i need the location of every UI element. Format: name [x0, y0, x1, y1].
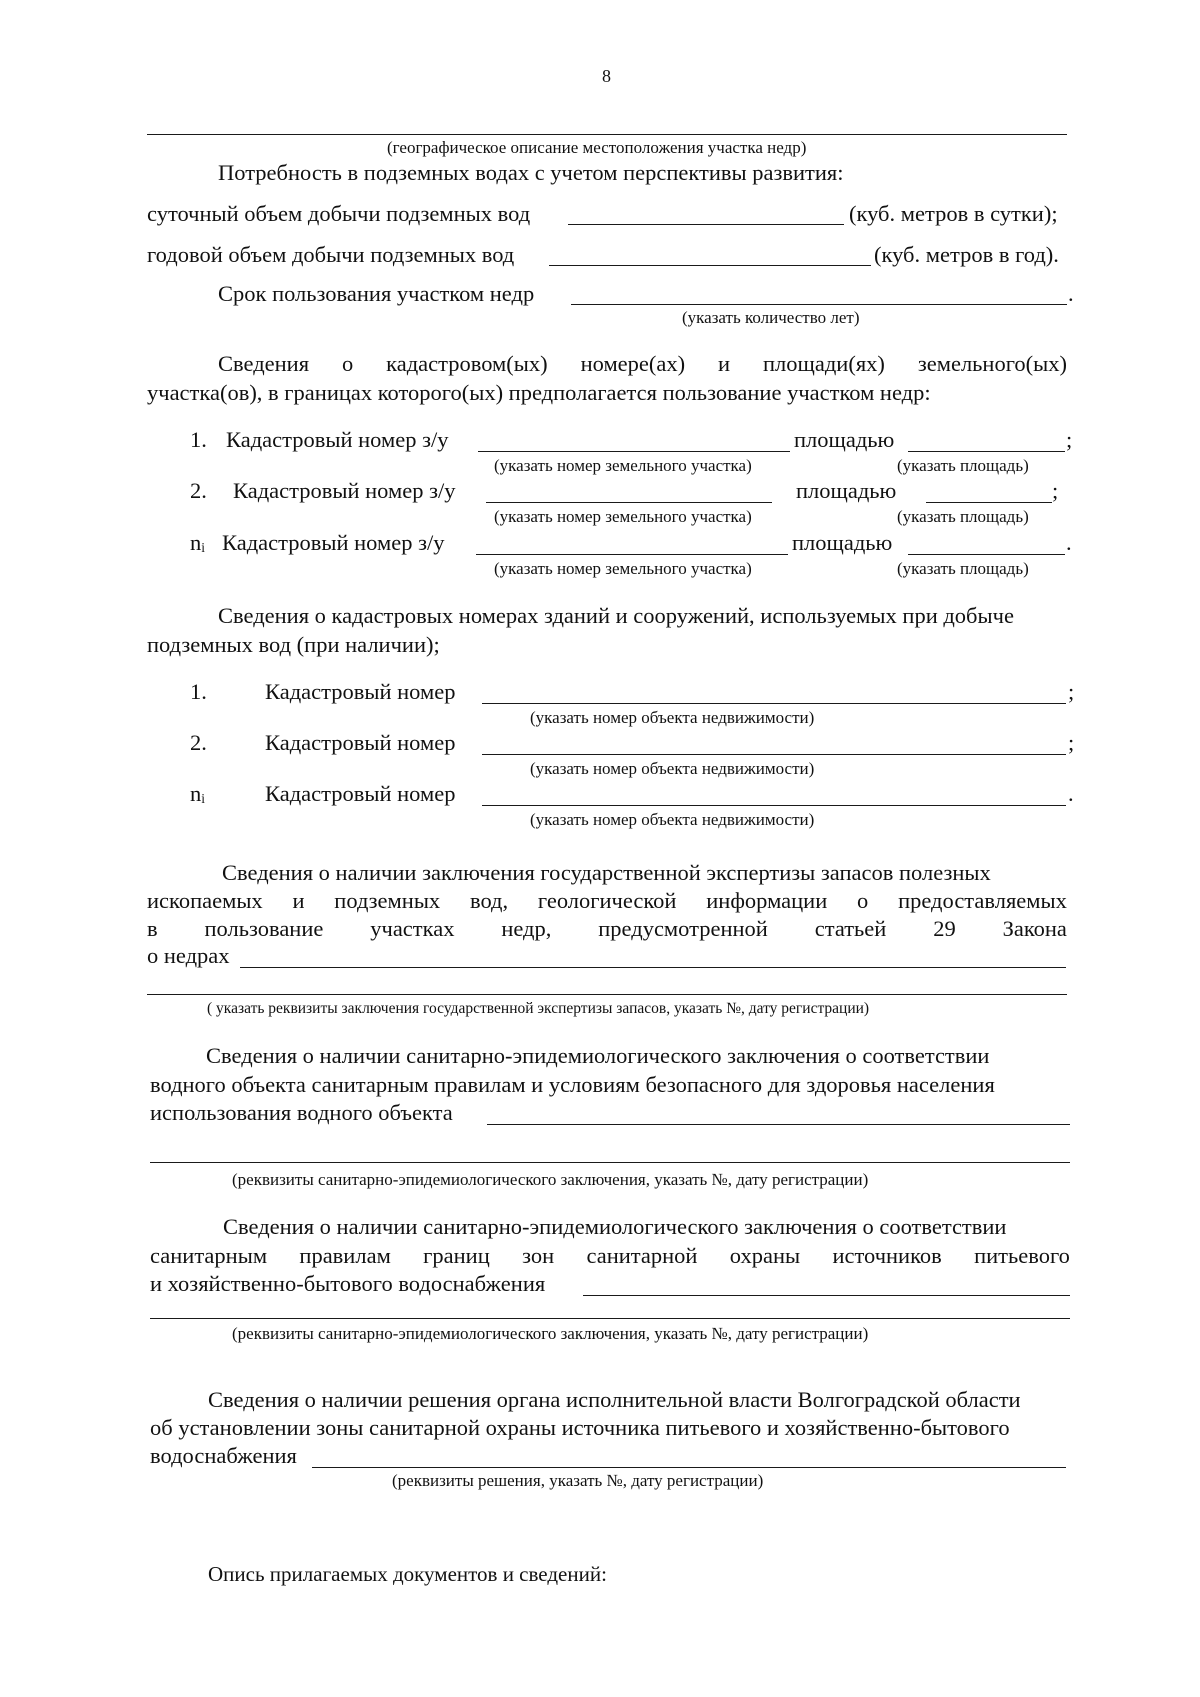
- land-item-2-number-caption: (указать номер земельного участка): [494, 507, 752, 526]
- term-label: Срок пользования участком недр: [218, 281, 535, 306]
- daily-volume-unit: (куб. метров в сутки);: [849, 201, 1058, 226]
- building-item-1-end: ;: [1068, 679, 1075, 704]
- authority-caption: (реквизиты решения, указать №, дату регистрации): [392, 1471, 764, 1490]
- sanitary-water-line2: водного объекта санитарным правилам и условиям безопасного для здоровья населения: [150, 1072, 995, 1097]
- sanitary-zones-line3: и хозяйственно-бытового водоснабжения: [150, 1271, 546, 1296]
- expertise-caption: ( указать реквизиты заключения государственной экспертизы запасов, указать №, дату регистрации): [207, 1000, 870, 1017]
- daily-volume-label: суточный объем добычи подземных вод: [147, 201, 531, 226]
- buildings-intro-line2: подземных вод (при наличии);: [147, 632, 440, 657]
- building-item-1-caption: (указать номер объекта недвижимости): [530, 708, 815, 727]
- building-item-n-input[interactable]: [482, 805, 1066, 806]
- land-item-n-number-caption: (указать номер земельного участка): [494, 559, 752, 578]
- land-item-n-label: Кадастровый номер з/у: [222, 530, 445, 555]
- authority-line3: водоснабжения: [150, 1443, 297, 1468]
- land-item-1-area-caption: (указать площадь): [897, 456, 1029, 475]
- term-caption: (указать количество лет): [682, 308, 860, 327]
- land-item-1-area-input[interactable]: [908, 451, 1065, 452]
- expertise-line4: о недрах: [147, 943, 230, 968]
- building-item-n-end: .: [1068, 781, 1074, 806]
- land-item-1-label: Кадастровый номер з/у: [226, 427, 449, 452]
- building-item-n-caption: (указать номер объекта недвижимости): [530, 810, 815, 829]
- sanitary-water-line3: использования водного объекта: [150, 1100, 453, 1125]
- sanitary-water-input-line1[interactable]: [487, 1124, 1070, 1125]
- sanitary-water-input-line2[interactable]: [150, 1162, 1070, 1163]
- land-item-n-end: .: [1066, 530, 1072, 555]
- building-item-2-label: Кадастровый номер: [265, 730, 456, 755]
- daily-volume-input-line[interactable]: [568, 224, 844, 225]
- attachments-heading: Опись прилагаемых документов и сведений:: [208, 1562, 607, 1586]
- location-input-line[interactable]: [147, 134, 1067, 135]
- land-item-n-number-input[interactable]: [476, 554, 788, 555]
- building-item-2-caption: (указать номер объекта недвижимости): [530, 759, 815, 778]
- land-item-2-area-input[interactable]: [926, 502, 1052, 503]
- building-item-n-marker: nᵢ: [190, 781, 205, 806]
- location-caption: (географическое описание местоположения участка недр): [387, 138, 807, 157]
- land-item-2-area-caption: (указать площадь): [897, 507, 1029, 526]
- land-item-2-label: Кадастровый номер з/у: [233, 478, 456, 503]
- land-item-n-area-caption: (указать площадь): [897, 559, 1029, 578]
- expertise-input-line2[interactable]: [147, 994, 1067, 995]
- land-item-n-marker: nᵢ: [190, 530, 205, 555]
- land-item-1-marker: 1.: [190, 427, 207, 452]
- sanitary-water-caption: (реквизиты санитарно-эпидемиологического заключения, указать №, дату регистрации): [232, 1170, 869, 1189]
- sanitary-zones-input-line2[interactable]: [150, 1318, 1070, 1319]
- land-item-n-area-input[interactable]: [908, 554, 1065, 555]
- page-number: 8: [602, 66, 611, 86]
- building-item-1-input[interactable]: [482, 703, 1066, 704]
- building-item-n-label: Кадастровый номер: [265, 781, 456, 806]
- land-item-1-number-caption: (указать номер земельного участка): [494, 456, 752, 475]
- building-item-2-input[interactable]: [482, 754, 1066, 755]
- annual-volume-unit: (куб. метров в год).: [874, 242, 1059, 267]
- land-item-n-area-label: площадью: [792, 530, 893, 555]
- land-item-2-number-input[interactable]: [486, 502, 772, 503]
- authority-input-line[interactable]: [312, 1467, 1066, 1468]
- land-intro-line2: участка(ов), в границах которого(ых) предполагается пользование участком недр:: [147, 380, 931, 405]
- land-item-1-number-input[interactable]: [478, 451, 790, 452]
- land-intro-line1: Сведения о кадастровом(ых) номере(ах) и площади(ях) земельного(ых): [218, 351, 1067, 376]
- term-end: .: [1068, 281, 1074, 306]
- expertise-line1: Сведения о наличии заключения государственной экспертизы запасов полезных: [222, 860, 991, 885]
- land-item-2-marker: 2.: [190, 478, 207, 503]
- expertise-line2: ископаемых и подземных вод, геологической информации о предоставляемых: [147, 888, 1067, 913]
- term-input-line[interactable]: [571, 304, 1067, 305]
- building-item-2-end: ;: [1068, 730, 1075, 755]
- land-item-2-area-label: площадью: [796, 478, 897, 503]
- buildings-intro-line1: Сведения о кадастровых номерах зданий и сооружений, используемых при добыче: [218, 603, 1014, 628]
- expertise-line3: в пользование участках недр, предусмотренной статьей 29 Закона: [147, 916, 1067, 941]
- sanitary-zones-line2: санитарным правилам границ зон санитарной охраны источников питьевого: [150, 1243, 1070, 1268]
- land-item-2-end: ;: [1052, 478, 1059, 503]
- sanitary-zones-caption: (реквизиты санитарно-эпидемиологического заключения, указать №, дату регистрации): [232, 1324, 869, 1343]
- land-item-1-area-label: площадью: [794, 427, 895, 452]
- building-item-2-marker: 2.: [190, 730, 207, 755]
- authority-line2: об установлении зоны санитарной охраны источника питьевого и хозяйственно-бытового: [150, 1415, 1010, 1440]
- sanitary-water-line1: Сведения о наличии санитарно-эпидемиологического заключения о соответствии: [206, 1043, 990, 1068]
- annual-volume-input-line[interactable]: [549, 265, 871, 266]
- authority-line1: Сведения о наличии решения органа исполнительной власти Волгоградской области: [208, 1387, 1021, 1412]
- building-item-1-label: Кадастровый номер: [265, 679, 456, 704]
- annual-volume-label: годовой объем добычи подземных вод: [147, 242, 515, 267]
- sanitary-zones-input-line1[interactable]: [583, 1295, 1070, 1296]
- land-item-1-end: ;: [1066, 427, 1073, 452]
- demand-heading: Потребность в подземных водах с учетом перспективы развития:: [218, 160, 844, 185]
- building-item-1-marker: 1.: [190, 679, 207, 704]
- sanitary-zones-line1: Сведения о наличии санитарно-эпидемиологического заключения о соответствии: [223, 1214, 1007, 1239]
- expertise-input-line1[interactable]: [240, 967, 1066, 968]
